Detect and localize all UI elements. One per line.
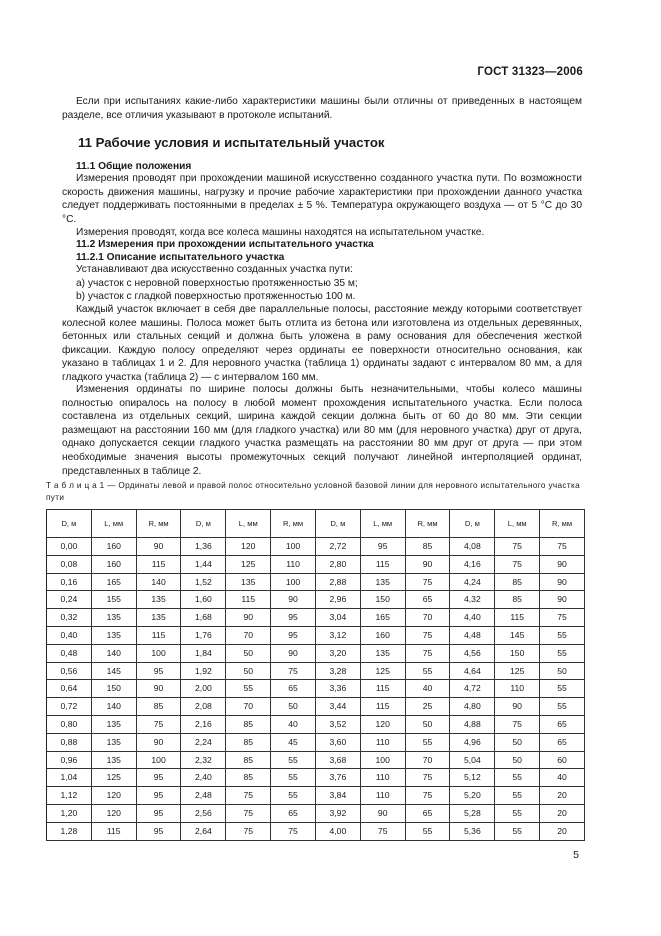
table-cell: 50 xyxy=(495,751,540,769)
table-cell: 1,44 xyxy=(181,555,226,573)
table-cell: 2,40 xyxy=(181,769,226,787)
table-cell: 70 xyxy=(405,751,450,769)
table-cell: 75 xyxy=(226,787,271,805)
table-cell: 100 xyxy=(136,644,181,662)
table-cell: 85 xyxy=(495,573,540,591)
table-cell: 75 xyxy=(495,555,540,573)
table-cell: 90 xyxy=(136,680,181,698)
section-11-title: 11 Рабочие условия и испытательный участок xyxy=(78,135,385,150)
table-header-cell: D, м xyxy=(47,510,92,538)
table-cell: 165 xyxy=(360,609,405,627)
table-cell: 165 xyxy=(91,573,136,591)
table-cell: 75 xyxy=(226,804,271,822)
table-cell: 5,20 xyxy=(450,787,495,805)
table-cell: 4,00 xyxy=(315,822,360,840)
table-cell: 95 xyxy=(136,662,181,680)
table-row xyxy=(47,662,585,680)
table-cell: 25 xyxy=(405,698,450,716)
table-cell: 0,64 xyxy=(47,680,92,698)
table-cell: 40 xyxy=(540,769,585,787)
table-cell: 65 xyxy=(405,804,450,822)
table-header-cell: R, мм xyxy=(136,510,181,538)
table-cell: 85 xyxy=(136,698,181,716)
table-header-cell: D, м xyxy=(450,510,495,538)
table-cell: 150 xyxy=(91,680,136,698)
table-cell: 95 xyxy=(360,538,405,556)
table-cell: 55 xyxy=(271,751,316,769)
table-cell: 3,52 xyxy=(315,715,360,733)
table-cell: 135 xyxy=(91,715,136,733)
table-cell: 135 xyxy=(91,751,136,769)
table-cell: 4,72 xyxy=(450,680,495,698)
table-row xyxy=(47,680,585,698)
table-row xyxy=(47,538,585,556)
table-cell: 50 xyxy=(405,715,450,733)
table-header-cell: L, мм xyxy=(360,510,405,538)
table-cell: 75 xyxy=(540,609,585,627)
table-cell: 75 xyxy=(495,715,540,733)
table-cell: 3,68 xyxy=(315,751,360,769)
table-header-cell: R, мм xyxy=(540,510,585,538)
table-header-cell: L, мм xyxy=(495,510,540,538)
table-cell: 3,92 xyxy=(315,804,360,822)
table-cell: 90 xyxy=(495,698,540,716)
table-cell: 55 xyxy=(495,822,540,840)
table-header-row xyxy=(47,510,585,538)
table-cell: 75 xyxy=(405,787,450,805)
table-cell: 120 xyxy=(226,538,271,556)
table-cell: 85 xyxy=(226,751,271,769)
table-cell: 55 xyxy=(405,662,450,680)
table-cell: 145 xyxy=(495,626,540,644)
table-cell: 95 xyxy=(136,804,181,822)
table-row xyxy=(47,573,585,591)
table-cell: 4,24 xyxy=(450,573,495,591)
table-cell: 2,80 xyxy=(315,555,360,573)
table-cell: 65 xyxy=(405,591,450,609)
table-cell: 135 xyxy=(360,644,405,662)
section-11-1-paragraph-1: Измерения проводят при прохождении машиной искусственно созданного участка пути. По возможности скорость движения машины, нагрузку и прочие рабочие характеристики при прохождении данного участка следует поддерживать постоянными в пределах ± 5 %. Температура окружающего воздуха — от 5 °С до 30 °С. xyxy=(62,173,582,225)
table-cell: 0,16 xyxy=(47,573,92,591)
table-cell: 75 xyxy=(136,715,181,733)
table-cell: 65 xyxy=(540,733,585,751)
table-cell: 150 xyxy=(360,591,405,609)
table-header-cell: L, мм xyxy=(91,510,136,538)
table-cell: 110 xyxy=(360,787,405,805)
table-cell: 115 xyxy=(360,555,405,573)
table-cell: 120 xyxy=(91,787,136,805)
table-cell: 90 xyxy=(540,591,585,609)
table-cell: 55 xyxy=(226,680,271,698)
table-cell: 40 xyxy=(405,680,450,698)
table-row xyxy=(47,733,585,751)
section-11-2-paragraph-3: Каждый участок включает в себя две параллельные полосы, расстояние между которыми соответствует колесной колее машины. Полоса может быть отлита из бетона или изготовлена из отдельных деревянных, бетонных или стальных секций и должна быть уложена в раму основания для обеспечения жесткой фиксации. Каждую полосу определяют через ординаты ее поверхности относительно основания, как указано в таблицах 1 и 2. Для неровного участка (таблица 1) ординаты задают с интервалом 80 мм, а для гладкого участка (таблица 2) — с интервалом 160 мм. xyxy=(62,304,582,383)
table-row xyxy=(47,555,585,573)
table-cell: 125 xyxy=(360,662,405,680)
table-cell: 70 xyxy=(226,698,271,716)
table-cell: 5,28 xyxy=(450,804,495,822)
section-11-2-title: 11.2 Измерения при прохождении испытательного участка xyxy=(76,239,374,250)
table-cell: 135 xyxy=(360,573,405,591)
table-cell: 160 xyxy=(91,538,136,556)
table-row xyxy=(47,715,585,733)
table-cell: 115 xyxy=(360,680,405,698)
table-cell: 90 xyxy=(360,804,405,822)
table-cell: 160 xyxy=(360,626,405,644)
table-cell: 155 xyxy=(91,591,136,609)
table-cell: 0,88 xyxy=(47,733,92,751)
table-cell: 50 xyxy=(271,698,316,716)
table-cell: 1,68 xyxy=(181,609,226,627)
table-row xyxy=(47,626,585,644)
table-cell: 100 xyxy=(271,538,316,556)
table-cell: 50 xyxy=(226,644,271,662)
table-cell: 110 xyxy=(360,733,405,751)
table-cell: 1,60 xyxy=(181,591,226,609)
table-cell: 75 xyxy=(271,822,316,840)
table-cell: 2,08 xyxy=(181,698,226,716)
table-cell: 115 xyxy=(136,555,181,573)
table-cell: 135 xyxy=(136,591,181,609)
table-cell: 65 xyxy=(271,680,316,698)
section-11-2-paragraph-4: Изменения ординаты по ширине полосы должны быть незначительными, чтобы колесо машины полностью опиралось на полосу в любой момент прохождения испытательного участка. Если полоса составлена из отдельных секций, ширина каждой секции должна быть от 60 до 80 мм. Эти секции размещают на расстоянии 160 мм (для гладкого участка) или 80 мм (для неровного участка) друг от друга, однако допускается секции гладкого участка размещать на расстоянии 80 мм друг от друга — при этом необходимые значения высоты промежуточных секций получают линейной интерполяцией ординат, представленных в таблице 2. xyxy=(62,384,582,477)
section-11-1-paragraph-2: Измерения проводят, когда все колеса машины находятся на испытательном участке. xyxy=(76,227,485,238)
table-cell: 100 xyxy=(360,751,405,769)
document-id: ГОСТ 31323—2006 xyxy=(477,66,583,78)
table-cell: 1,12 xyxy=(47,787,92,805)
table-cell: 50 xyxy=(495,733,540,751)
table-row xyxy=(47,751,585,769)
table-cell: 85 xyxy=(226,769,271,787)
table-cell: 115 xyxy=(136,626,181,644)
table-cell: 2,56 xyxy=(181,804,226,822)
table-cell: 2,72 xyxy=(315,538,360,556)
table-cell: 115 xyxy=(91,822,136,840)
table-cell: 20 xyxy=(540,804,585,822)
table-cell: 4,08 xyxy=(450,538,495,556)
table-cell: 2,48 xyxy=(181,787,226,805)
table-cell: 140 xyxy=(136,573,181,591)
table-cell: 75 xyxy=(226,822,271,840)
table-cell: 3,20 xyxy=(315,644,360,662)
table-cell: 75 xyxy=(405,573,450,591)
table-header-cell: R, мм xyxy=(271,510,316,538)
table-cell: 135 xyxy=(91,733,136,751)
table-cell: 2,00 xyxy=(181,680,226,698)
table-header-cell: R, мм xyxy=(405,510,450,538)
section-11-1-title: 11.1 Общие положения xyxy=(76,161,192,172)
table-1-caption: Т а б л и ц а 1 — Ординаты левой и правой полос относительно условной базовой линии для неровного испытательного участка пути xyxy=(46,481,580,502)
table-cell: 50 xyxy=(540,662,585,680)
table-cell: 90 xyxy=(136,538,181,556)
table-cell: 95 xyxy=(271,609,316,627)
table-cell: 2,16 xyxy=(181,715,226,733)
table-cell: 90 xyxy=(136,733,181,751)
table-cell: 75 xyxy=(540,538,585,556)
table-cell: 4,64 xyxy=(450,662,495,680)
table-body xyxy=(47,538,585,841)
table-cell: 1,92 xyxy=(181,662,226,680)
table-cell: 50 xyxy=(226,662,271,680)
table-row xyxy=(47,698,585,716)
table-cell: 20 xyxy=(540,787,585,805)
table-cell: 1,36 xyxy=(181,538,226,556)
table-cell: 4,80 xyxy=(450,698,495,716)
table-cell: 20 xyxy=(540,822,585,840)
table-cell: 90 xyxy=(271,644,316,662)
table-cell: 5,04 xyxy=(450,751,495,769)
table-cell: 135 xyxy=(91,626,136,644)
table-cell: 120 xyxy=(360,715,405,733)
table-cell: 95 xyxy=(271,626,316,644)
table-cell: 110 xyxy=(360,769,405,787)
table-cell: 2,88 xyxy=(315,573,360,591)
table-cell: 0,72 xyxy=(47,698,92,716)
table-cell: 135 xyxy=(91,609,136,627)
table-cell: 75 xyxy=(405,769,450,787)
table-cell: 115 xyxy=(495,609,540,627)
table-cell: 100 xyxy=(271,573,316,591)
table-cell: 115 xyxy=(360,698,405,716)
table-cell: 135 xyxy=(136,609,181,627)
table-cell: 4,32 xyxy=(450,591,495,609)
table-cell: 4,40 xyxy=(450,609,495,627)
table-cell: 145 xyxy=(91,662,136,680)
table-cell: 70 xyxy=(226,626,271,644)
table-cell: 75 xyxy=(405,626,450,644)
table-cell: 1,04 xyxy=(47,769,92,787)
table-cell: 2,24 xyxy=(181,733,226,751)
table-cell: 70 xyxy=(405,609,450,627)
table-cell: 140 xyxy=(91,698,136,716)
list-lead: Устанавливают два искусственно созданных участка пути: xyxy=(76,264,353,275)
table-cell: 55 xyxy=(271,787,316,805)
table-cell: 55 xyxy=(495,804,540,822)
table-row xyxy=(47,644,585,662)
table-cell: 125 xyxy=(495,662,540,680)
table-cell: 1,28 xyxy=(47,822,92,840)
table-cell: 4,96 xyxy=(450,733,495,751)
table-cell: 0,08 xyxy=(47,555,92,573)
table-cell: 0,96 xyxy=(47,751,92,769)
list-item-a: а) участок с неровной поверхностью протяженностью 35 м; xyxy=(76,278,358,289)
table-cell: 0,00 xyxy=(47,538,92,556)
table-cell: 4,88 xyxy=(450,715,495,733)
table-row xyxy=(47,609,585,627)
table-cell: 55 xyxy=(405,733,450,751)
table-cell: 3,84 xyxy=(315,787,360,805)
table-cell: 125 xyxy=(91,769,136,787)
table-row xyxy=(47,591,585,609)
table-cell: 2,96 xyxy=(315,591,360,609)
table-cell: 3,36 xyxy=(315,680,360,698)
table-1 xyxy=(46,509,585,841)
table-row xyxy=(47,787,585,805)
table-cell: 65 xyxy=(271,804,316,822)
table-cell: 3,28 xyxy=(315,662,360,680)
table-cell: 55 xyxy=(540,698,585,716)
table-header-cell: D, м xyxy=(181,510,226,538)
table-cell: 1,76 xyxy=(181,626,226,644)
table-cell: 75 xyxy=(360,822,405,840)
table-cell: 55 xyxy=(540,644,585,662)
table-cell: 0,56 xyxy=(47,662,92,680)
table-cell: 150 xyxy=(495,644,540,662)
table-cell: 85 xyxy=(405,538,450,556)
table-cell: 3,76 xyxy=(315,769,360,787)
table-cell: 45 xyxy=(271,733,316,751)
table-cell: 0,32 xyxy=(47,609,92,627)
table-cell: 90 xyxy=(540,573,585,591)
table-cell: 65 xyxy=(540,715,585,733)
table-cell: 60 xyxy=(540,751,585,769)
table-cell: 3,60 xyxy=(315,733,360,751)
table-cell: 95 xyxy=(136,787,181,805)
intro-paragraph: Если при испытаниях какие-либо характеристики машины были отличны от приведенных в настоящем разделе, все отличия указывают в протоколе испытаний. xyxy=(62,96,582,121)
table-cell: 5,12 xyxy=(450,769,495,787)
table-cell: 55 xyxy=(540,626,585,644)
table-cell: 4,16 xyxy=(450,555,495,573)
table-cell: 85 xyxy=(495,591,540,609)
table-row xyxy=(47,822,585,840)
table-cell: 75 xyxy=(271,662,316,680)
page-number: 5 xyxy=(573,849,579,861)
table-cell: 100 xyxy=(136,751,181,769)
table-cell: 3,04 xyxy=(315,609,360,627)
table-cell: 115 xyxy=(226,591,271,609)
table-cell: 1,52 xyxy=(181,573,226,591)
table-cell: 0,24 xyxy=(47,591,92,609)
table-cell: 85 xyxy=(226,733,271,751)
table-cell: 95 xyxy=(136,769,181,787)
table-cell: 110 xyxy=(271,555,316,573)
table-cell: 3,44 xyxy=(315,698,360,716)
table-cell: 1,84 xyxy=(181,644,226,662)
table-cell: 55 xyxy=(405,822,450,840)
table-row xyxy=(47,804,585,822)
table-cell: 0,40 xyxy=(47,626,92,644)
table-cell: 0,80 xyxy=(47,715,92,733)
table-cell: 55 xyxy=(271,769,316,787)
table-cell: 4,56 xyxy=(450,644,495,662)
table-cell: 160 xyxy=(91,555,136,573)
table-cell: 90 xyxy=(226,609,271,627)
table-cell: 135 xyxy=(226,573,271,591)
table-cell: 95 xyxy=(136,822,181,840)
list-item-b: b) участок с гладкой поверхностью протяженностью 100 м. xyxy=(76,291,356,302)
table-cell: 85 xyxy=(226,715,271,733)
table-cell: 110 xyxy=(495,680,540,698)
table-cell: 4,48 xyxy=(450,626,495,644)
table-row xyxy=(47,769,585,787)
table-cell: 120 xyxy=(91,804,136,822)
table-cell: 0,48 xyxy=(47,644,92,662)
table-cell: 3,12 xyxy=(315,626,360,644)
table-cell: 90 xyxy=(405,555,450,573)
table-cell: 75 xyxy=(405,644,450,662)
table-cell: 5,36 xyxy=(450,822,495,840)
table-cell: 2,64 xyxy=(181,822,226,840)
table-cell: 55 xyxy=(495,787,540,805)
table-cell: 125 xyxy=(226,555,271,573)
table-cell: 90 xyxy=(271,591,316,609)
table-cell: 55 xyxy=(540,680,585,698)
table-cell: 140 xyxy=(91,644,136,662)
table-cell: 75 xyxy=(495,538,540,556)
table-cell: 1,20 xyxy=(47,804,92,822)
table-header-cell: D, м xyxy=(315,510,360,538)
table-cell: 2,32 xyxy=(181,751,226,769)
table-cell: 40 xyxy=(271,715,316,733)
section-11-2-1-title: 11.2.1 Описание испытательного участка xyxy=(76,252,285,263)
table-cell: 90 xyxy=(540,555,585,573)
table-cell: 55 xyxy=(495,769,540,787)
table-header-cell: L, мм xyxy=(226,510,271,538)
